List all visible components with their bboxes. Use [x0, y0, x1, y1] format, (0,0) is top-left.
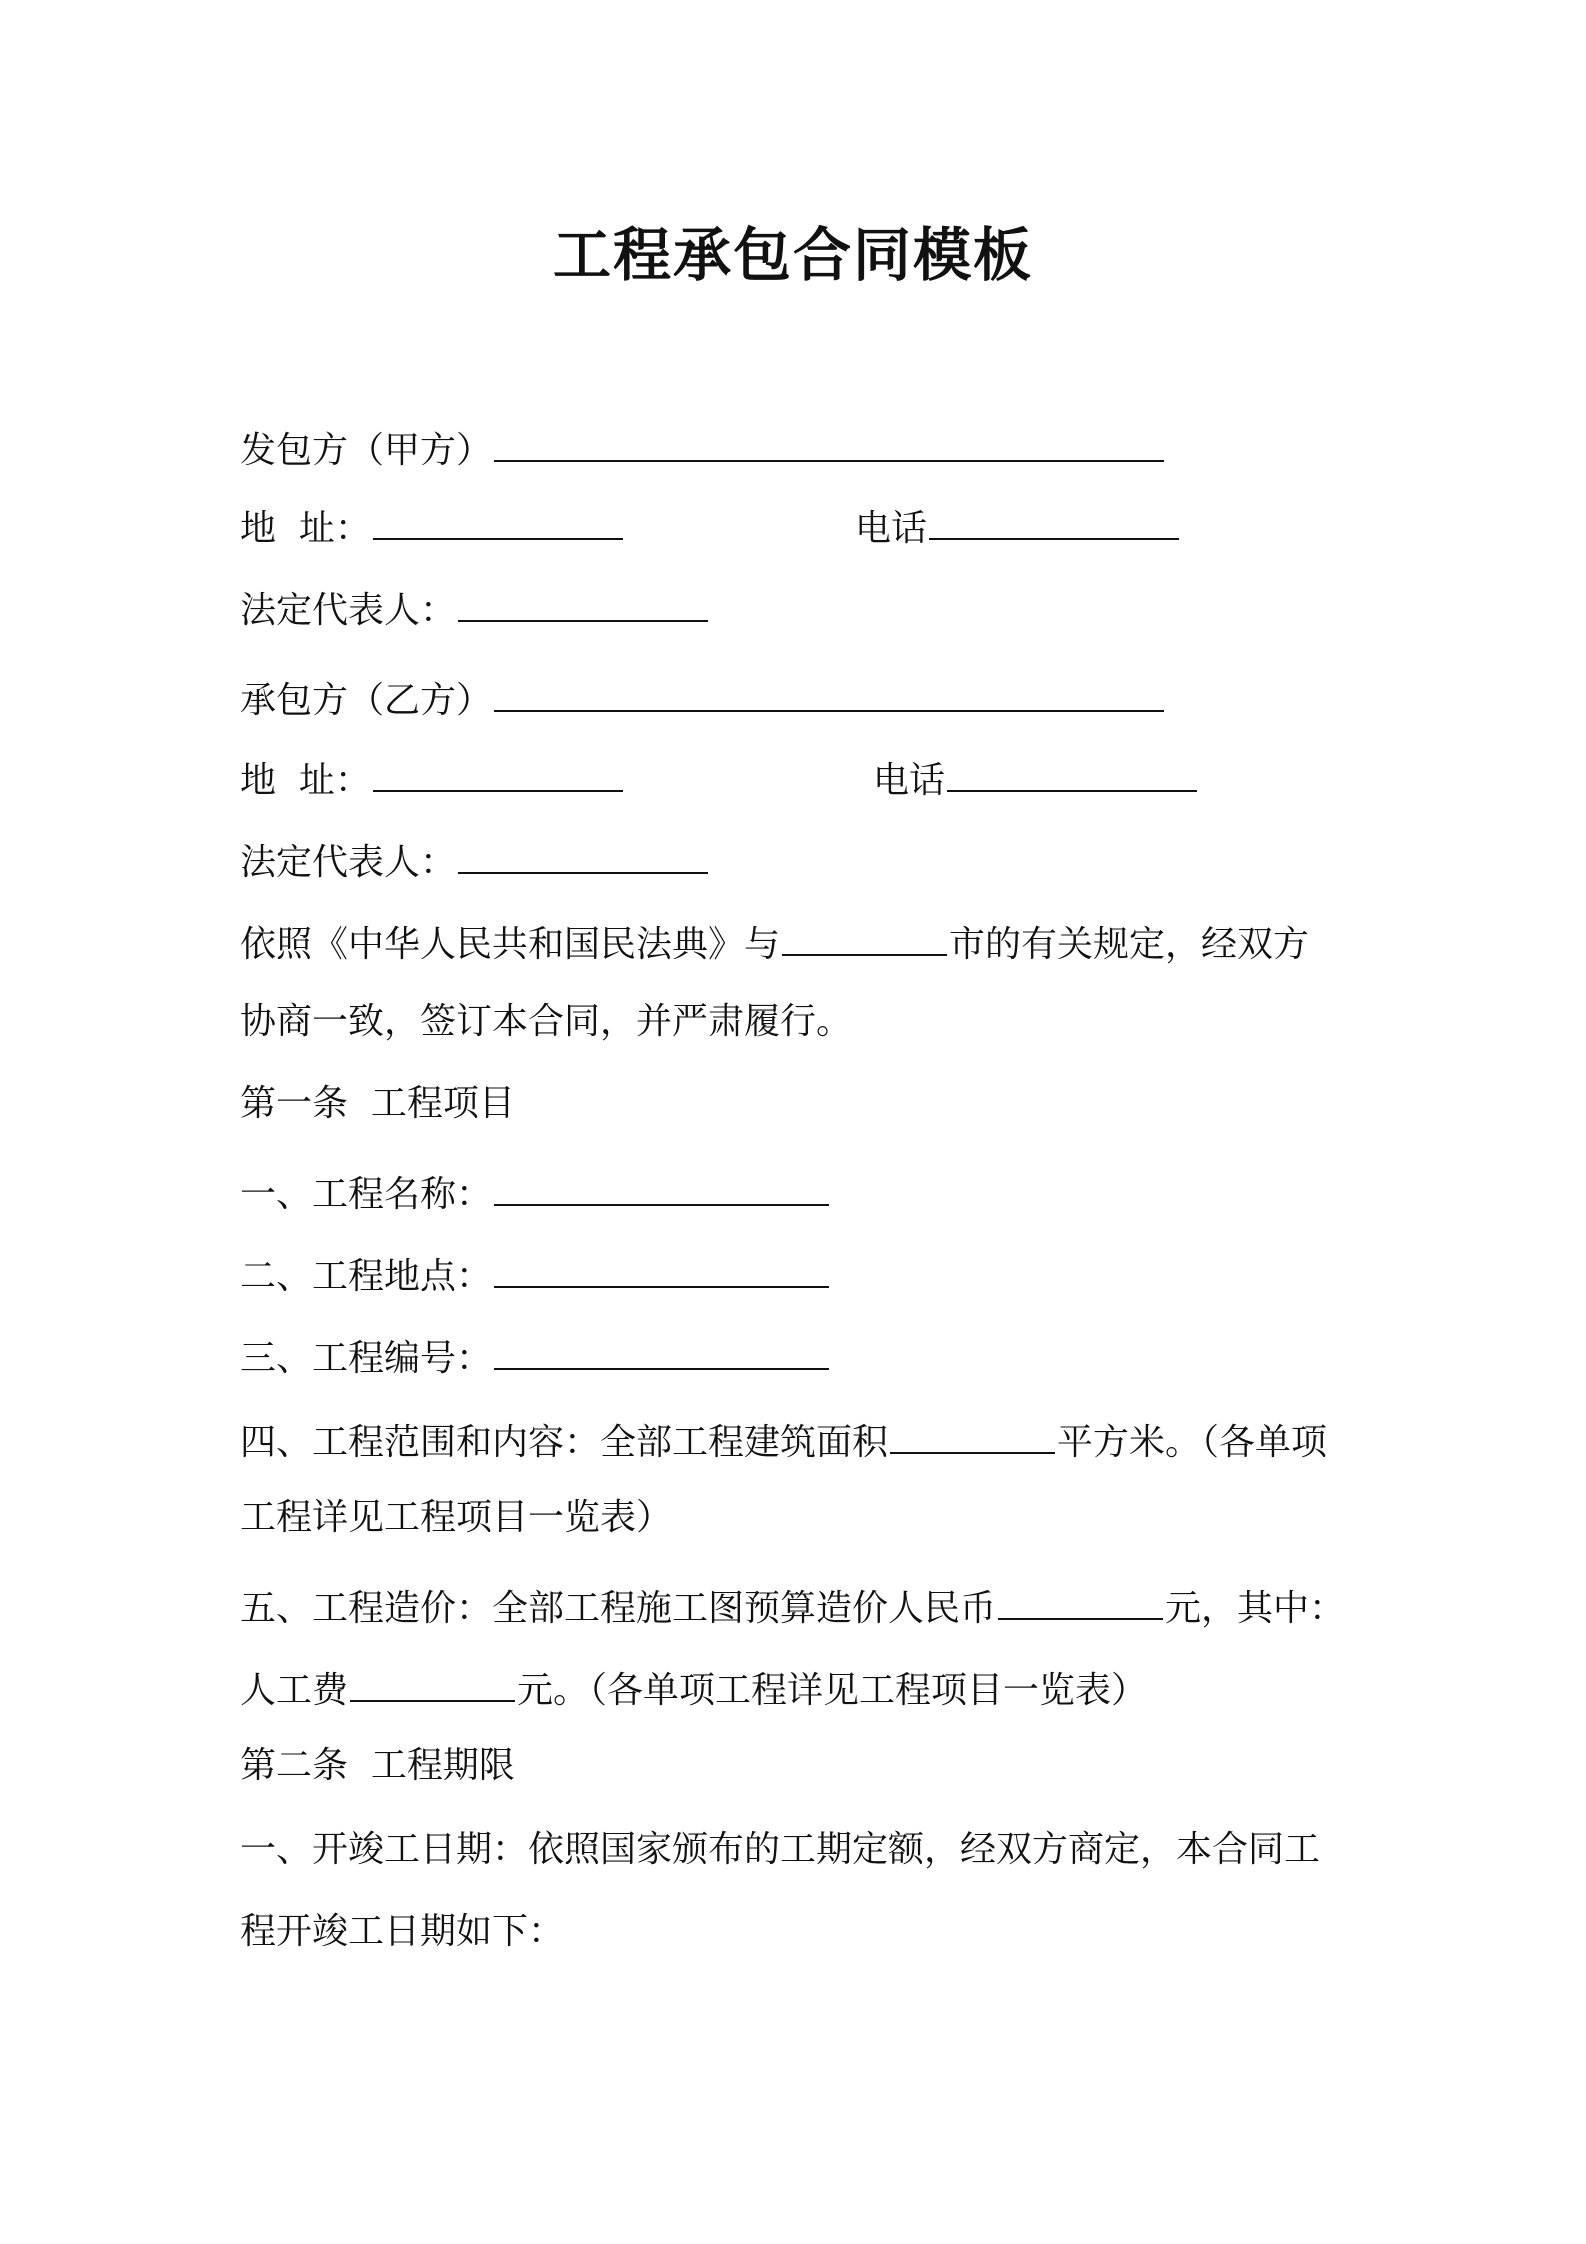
- project-cost-line-1: [240, 1578, 1345, 1633]
- project-cost-line-2: [240, 1660, 1147, 1715]
- project-name-line: [240, 1164, 831, 1219]
- party-a-address-blank[interactable]: [373, 498, 623, 540]
- project-scope-text-b: 平方米。（各单项: [1057, 1422, 1328, 1463]
- party-a-phone-label: 电话: [855, 508, 928, 549]
- party-a-phone-line: [855, 498, 1181, 553]
- article-2-heading: 第二条 工程期限: [240, 1745, 515, 1786]
- city-blank[interactable]: [782, 914, 947, 956]
- party-a-line: [240, 420, 1166, 475]
- intro-text-b: 市的有关规定，经双方: [949, 924, 1310, 965]
- labor-cost-text: 元。（各单项工程详见工程项目一览表）: [517, 1670, 1148, 1711]
- project-scope-text-a: 四、工程范围和内容：全部工程建筑面积: [240, 1422, 889, 1463]
- project-cost-text-b: 元，其中：: [1165, 1588, 1346, 1629]
- party-a-phone-blank[interactable]: [929, 498, 1179, 540]
- intro-line-1: [240, 914, 1309, 969]
- project-name-blank[interactable]: [494, 1164, 829, 1206]
- party-b-phone-label: 电话: [873, 760, 946, 801]
- party-a-blank[interactable]: [494, 420, 1164, 462]
- project-name-label: 一、工程名称：: [240, 1174, 493, 1215]
- project-location-label: 二、工程地点：: [240, 1256, 493, 1297]
- party-a-label: 发包方（甲方）: [240, 430, 493, 471]
- document-title: 工程承包合同模板: [552, 221, 1033, 289]
- schedule-line-1: 一、开竣工日期：依照国家颁布的工期定额，经双方商定，本合同工: [240, 1829, 1321, 1870]
- party-b-phone-line: [873, 750, 1199, 805]
- party-b-rep-label: 法定代表人：: [240, 842, 457, 883]
- total-cost-blank[interactable]: [998, 1578, 1163, 1620]
- party-b-phone-blank[interactable]: [947, 750, 1197, 792]
- area-blank[interactable]: [890, 1412, 1055, 1454]
- intro-text-a: 依照《中华人民共和国民法典》与: [240, 924, 781, 965]
- party-b-label: 承包方（乙方）: [240, 680, 493, 721]
- project-location-blank[interactable]: [494, 1246, 829, 1288]
- labor-cost-label: 人工费: [240, 1670, 349, 1711]
- project-cost-text-a: 五、工程造价：全部工程施工图预算造价人民币: [240, 1588, 997, 1629]
- party-b-blank[interactable]: [494, 670, 1164, 712]
- party-b-address-blank[interactable]: [373, 750, 623, 792]
- project-scope-line-1: [240, 1412, 1327, 1467]
- schedule-line-2: 程开竣工日期如下：: [240, 1911, 565, 1952]
- party-a-address-line: [240, 498, 625, 553]
- project-number-blank[interactable]: [494, 1328, 829, 1370]
- project-number-label: 三、工程编号：: [240, 1338, 493, 1379]
- party-a-rep-blank[interactable]: [458, 580, 708, 622]
- party-a-rep-label: 法定代表人：: [240, 590, 457, 631]
- project-scope-line-2: 工程详见工程项目一览表）: [240, 1497, 673, 1538]
- party-b-address-line: [240, 750, 625, 805]
- project-location-line: [240, 1246, 831, 1301]
- party-b-address-label: 地 址：: [240, 760, 371, 801]
- project-number-line: [240, 1328, 831, 1383]
- party-a-rep-line: [240, 580, 710, 635]
- party-b-rep-line: [240, 832, 710, 887]
- party-a-address-label: 地 址：: [240, 508, 371, 549]
- labor-cost-blank[interactable]: [350, 1660, 515, 1702]
- party-b-line: [240, 670, 1166, 725]
- party-b-rep-blank[interactable]: [458, 832, 708, 874]
- article-1-heading: 第一条 工程项目: [240, 1083, 515, 1124]
- intro-line-2: 协商一致，签订本合同，并严肃履行。: [240, 1001, 853, 1042]
